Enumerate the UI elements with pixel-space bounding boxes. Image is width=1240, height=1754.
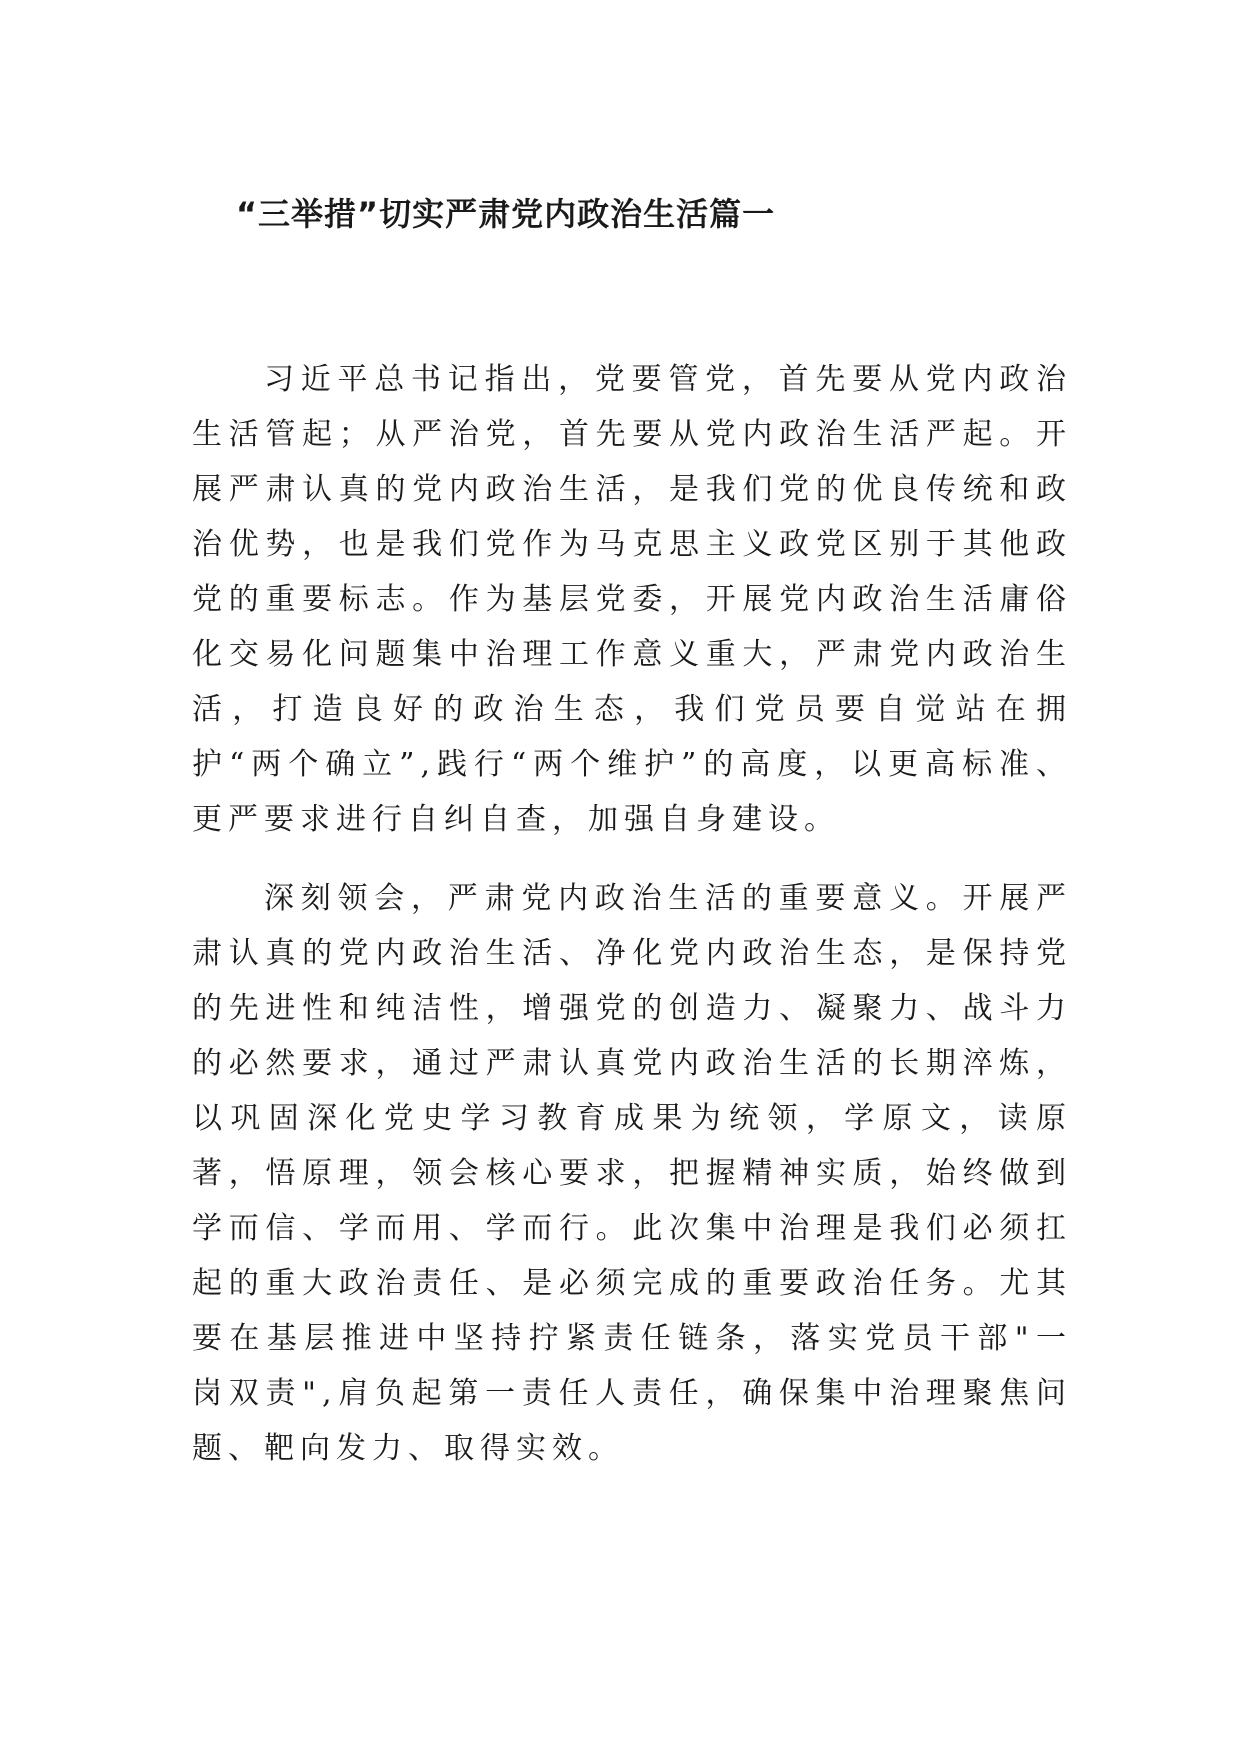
document-body (192, 352, 1072, 1500)
body-paragraph-2: 深刻领会，严肃党内政治生活的重要意义。开展严肃认真的党内政治生活、净化党内政治生态，是保持党的先进性和纯洁性，增强党的创造力、凝聚力、战斗力的必然要求，通过严肃认真党内政治生活的长期淬炼，以巩固深化党史学习教育成果为统领，学原文，读原著，悟原理，领会核心要求，把握精神实质，始终做到学而信、学而用、学而行。此次集中治理是我们必须扛起的重大政治责任、是必须完成的重要政治任务。尤其要在基层推进中坚持拧紧责任链条，落实党员干部"一 岗双责",肩负起第一责任人责任，确保集中治理聚焦问题、靶向发力、取得实效。 (192, 881, 1072, 1466)
body-paragraph-1: 习近平总书记指出，党要管党，首先要从党内政治生活管起；从严治党，首先要从党内政治生活严起。开展严肃认真的党内政治生活，是我们党的优良传统和政治优势，也是我们党作为马克思主义政党区别于其他政党的重要标志。作为基层党委，开展党内政治生活庸俗化交易化问题集中治理工作意义重大，严肃党内政治生活，打造良好的政治生态，我们党员要自觉站在拥护“两个确立”,践行“两个维护”的高度，以更高标准、更严要求进行自纠自查，加强自身建设。 (192, 362, 1072, 837)
document-title: “三举措”切实严肃党内政治生活篇一 (236, 195, 776, 233)
